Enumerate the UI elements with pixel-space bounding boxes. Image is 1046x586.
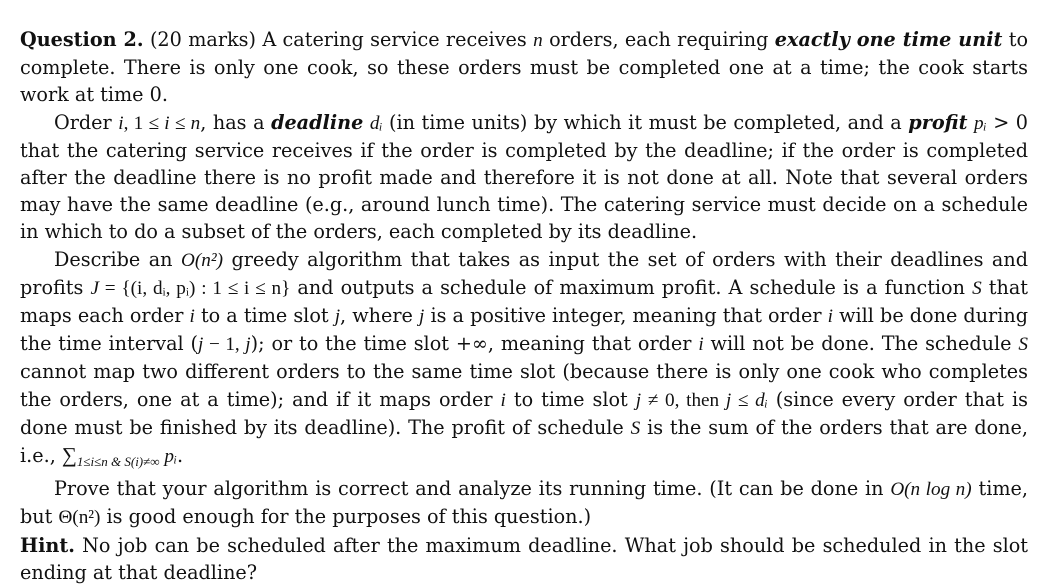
- text-run: (since every order that is done must be finished by its deadline). The profit of schedule: [20, 387, 1028, 439]
- math-var: S: [630, 417, 641, 439]
- text-run: greedy algorithm that takes as input the set of orders with their deadlines and profits: [20, 247, 1028, 299]
- text-run: is a positive integer, meaning that order: [424, 304, 828, 328]
- text-run: to complete. There is only one cook, so these orders must be completed one at a time; the cook starts work at time 0.: [20, 28, 1029, 107]
- hint-text: No job can be scheduled after the maximum deadline. What job should be scheduled in the slot ending at that deadline?: [20, 533, 1028, 584]
- math-var: j: [725, 389, 732, 411]
- order-definition-paragraph: [20, 109, 1028, 246]
- text-run: Prove that your algorithm is correct and analyze its running time. (It can be done in: [54, 477, 891, 501]
- algorithm-description-paragraph: [20, 246, 1028, 476]
- text-run: orders, each requiring: [542, 28, 775, 51]
- math-var: i: [500, 389, 506, 411]
- text-run: is the sum of the orders that are done, i.e.,: [20, 415, 1028, 468]
- text-run: is good enough for the purposes of this question.): [100, 505, 592, 529]
- math-expr: , 1 ≤: [123, 112, 165, 134]
- math-expr: − 1,: [203, 334, 246, 356]
- emphasis-exactly-one-time-unit: exactly one time unit: [774, 28, 1003, 51]
- math-var: i: [189, 306, 195, 328]
- math-var: i: [164, 112, 170, 134]
- emphasis-deadline: deadline: [271, 110, 364, 134]
- question-intro-paragraph: [20, 26, 1028, 109]
- math-expr: ≤: [169, 112, 191, 134]
- question-document: [20, 26, 1028, 586]
- math-var: n: [190, 112, 201, 134]
- math-expr: = {(i, dᵢ, pᵢ) : 1 ≤ i ≤ n}: [99, 277, 291, 299]
- math-var: n: [533, 30, 543, 51]
- question-marks: (20 marks): [149, 28, 256, 51]
- math-var: J: [90, 277, 99, 299]
- math-var: j: [245, 334, 251, 356]
- math-expr: ≤: [731, 389, 756, 411]
- math-var: j: [198, 334, 204, 356]
- hint-paragraph: [20, 532, 1028, 586]
- text-run: , has a: [200, 110, 272, 134]
- text-run: Order: [54, 110, 119, 134]
- math-var: pᵢ: [974, 112, 987, 134]
- math-var: i: [827, 306, 833, 328]
- text-run: cannot map two different orders to the same time slot (because there is only one cook who completes the orders, one at a time); and if it maps order: [20, 360, 1028, 411]
- summation-subscript: 1≤i≤n & S(i)≠∞: [76, 454, 160, 470]
- text-run: to time slot: [505, 387, 636, 411]
- text-run: will be done during the time interval (: [20, 304, 1029, 356]
- math-expr: Θ(n²): [58, 507, 101, 529]
- hint-label: Hint.: [20, 533, 75, 557]
- math-expr: ≠ 0, then: [641, 389, 726, 411]
- proof-paragraph: [20, 475, 1028, 531]
- text-run: and outputs a schedule of maximum profit. A schedule is a function: [290, 275, 973, 299]
- summation-symbol: ∑: [61, 443, 77, 468]
- text-run: Describe an: [54, 247, 181, 271]
- text-run: .: [176, 444, 184, 468]
- math-var: S: [972, 277, 982, 299]
- math-var: dᵢ: [755, 389, 768, 411]
- text-run: that maps each order: [20, 275, 1028, 328]
- text-run: > 0 that the catering service receives if the order is completed by the deadline; if the order is completed after the deadline there is no profit made and therefore it is not done at all. Note that several orders may have the same deadline (e.g., around lunch time). The catering service must decide on a schedule in which to do a subset of the orders, each completed by its deadline.: [20, 110, 1029, 244]
- math-var: dᵢ: [369, 112, 383, 134]
- text-run: (in time units) by which it must be completed, and a: [382, 110, 909, 134]
- text-run: A catering service receives: [255, 28, 534, 51]
- text-run: to a time slot: [194, 304, 335, 328]
- emphasis-profit: profit: [908, 110, 968, 134]
- math-expr: O(n²): [181, 249, 223, 271]
- math-var: j: [334, 306, 341, 328]
- math-var: i: [698, 334, 704, 356]
- math-var: j: [635, 389, 642, 411]
- summation-term: pᵢ: [159, 446, 177, 468]
- text-run: ); or to the time slot +∞, meaning that order: [250, 332, 699, 356]
- math-var: i: [118, 112, 124, 134]
- math-expr: O(n log n): [890, 479, 972, 501]
- text-run: time, but: [20, 477, 1028, 529]
- question-heading: Question 2.: [20, 28, 144, 51]
- text-run: , where: [340, 304, 419, 328]
- math-var: j: [419, 306, 425, 328]
- math-var: S: [1018, 334, 1028, 356]
- text-run: will not be done. The schedule: [703, 332, 1019, 356]
